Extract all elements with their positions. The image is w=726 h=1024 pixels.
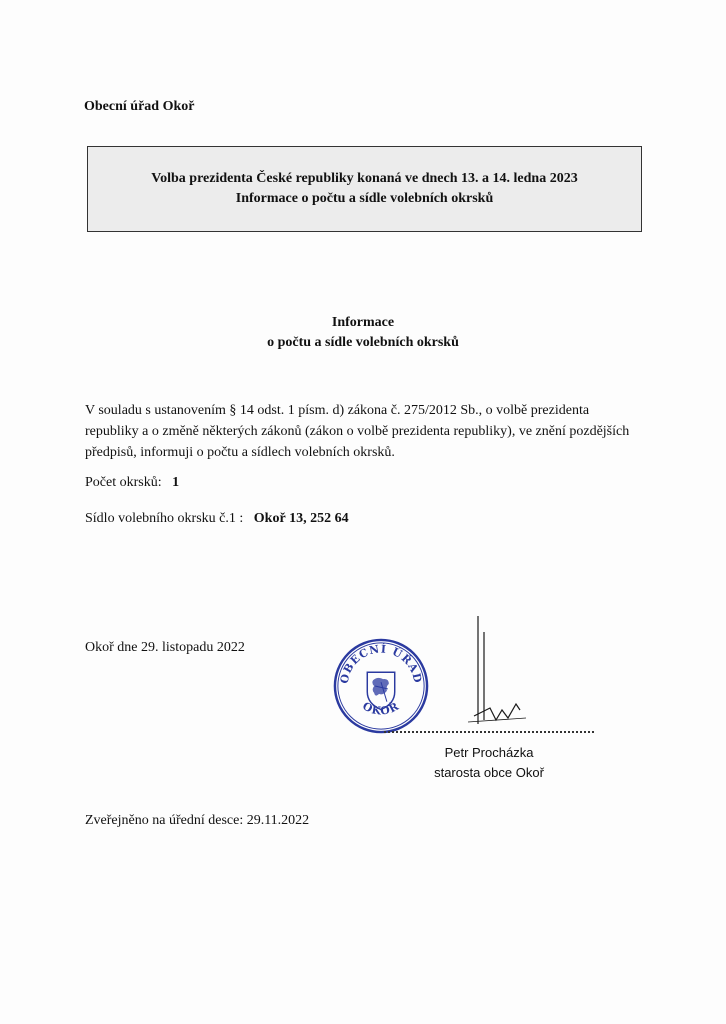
stamp-bottom-text: OKOŘ xyxy=(360,699,402,718)
body-paragraph: V souladu s ustanovením § 14 odst. 1 písm. d) zákona č. 275/2012 Sb., o volbě prezidenta republiky a o změně některých zákonů (zákon o volbě prezidenta republiky), ve znění pozdějších předpisů, informuji o počtu a sídlech volebních okrsků. xyxy=(85,403,630,460)
banner-title: Volba prezidenta České republiky konaná ve dnech 13. a 14. ledna 2023 xyxy=(151,171,578,186)
publication-note: Zveřejněno na úřední desce: 29.11.2022 xyxy=(85,813,310,828)
district-count xyxy=(85,475,179,491)
office-name: Obecní úřad Okoř xyxy=(84,99,195,114)
signature-line xyxy=(384,731,594,733)
official-stamp xyxy=(332,637,430,735)
district-count-label: Počet okrsků: xyxy=(85,475,162,490)
district-seat xyxy=(85,511,349,527)
signer-block xyxy=(384,743,594,783)
district-count-value: 1 xyxy=(172,475,180,490)
heading-line-2: o počtu a sídle volebních okrsků xyxy=(267,335,459,350)
district-seat-label: Sídlo volebního okrsku č.1 : xyxy=(85,511,244,526)
stamp-top-text: OBECNÍ ÚŘAD xyxy=(337,642,425,685)
title-banner xyxy=(87,146,642,232)
district-seat-value: Okoř 13, 252 64 xyxy=(253,511,349,526)
banner-subtitle: Informace o počtu a sídle volebních okrsků xyxy=(235,191,494,206)
section-heading xyxy=(0,313,726,353)
svg-text:OKOŘ xyxy=(360,698,401,717)
coat-of-arms-icon xyxy=(367,672,394,709)
heading-line-1: Informace xyxy=(331,315,395,330)
handwritten-signature xyxy=(456,612,546,737)
place-date: Okoř dne 29. listopadu 2022 xyxy=(85,640,245,655)
signer-role: starosta obce Okoř xyxy=(434,765,544,780)
signer-name: Petr Procházka xyxy=(444,745,534,760)
